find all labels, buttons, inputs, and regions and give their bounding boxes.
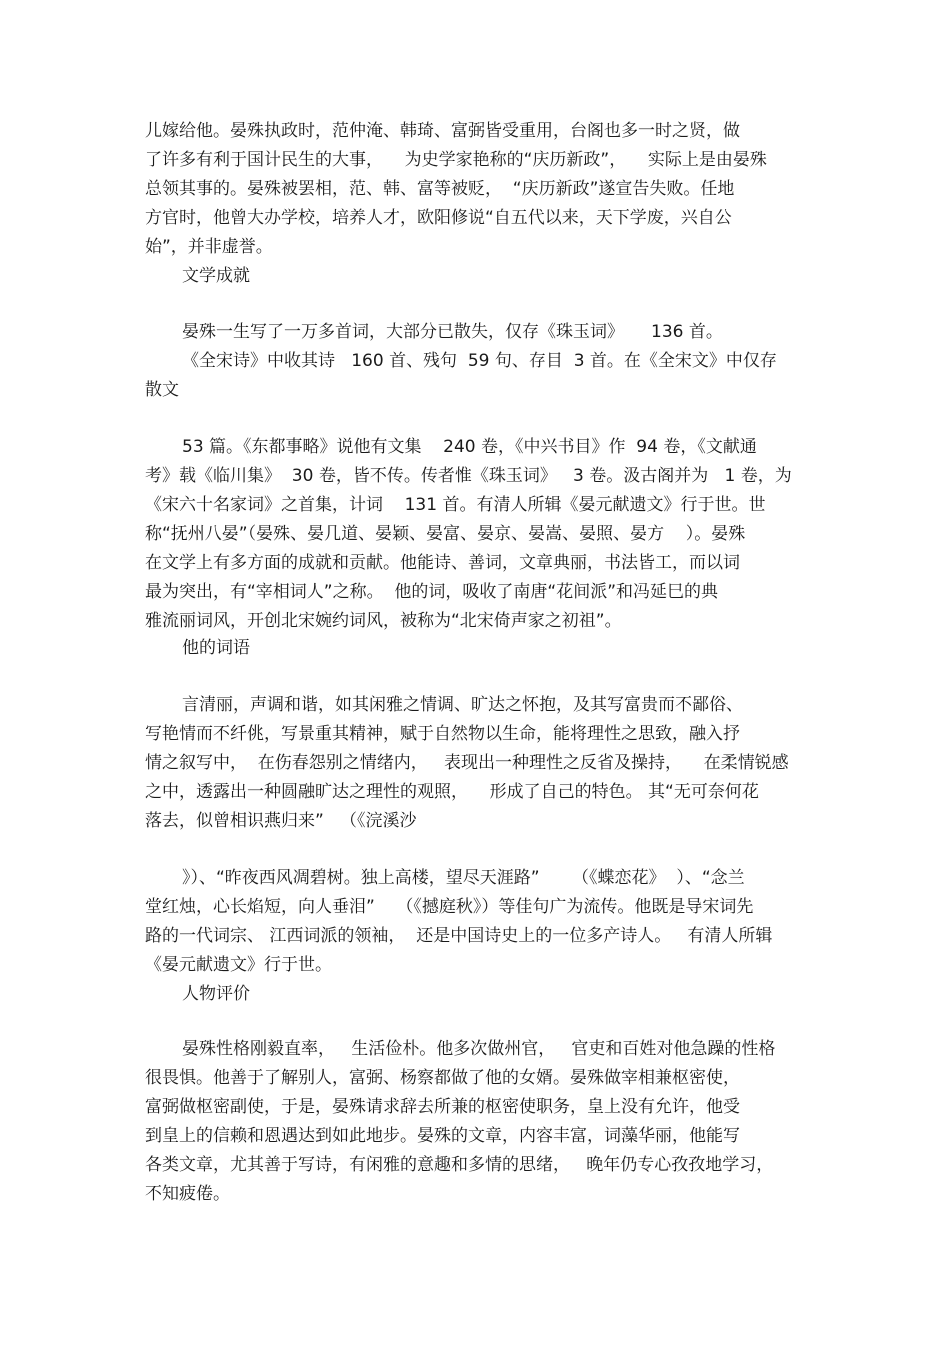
- body-text-line: 方官时，他曾大办学校，培养人才，欧阳修说“自五代以来，天下学废，兴自公: [145, 208, 732, 228]
- body-text-line: 称“抚州八晏”（晏殊、晏几道、晏颖、晏富、晏京、晏嵩、晏照、晏方 ）。晏殊: [145, 524, 746, 544]
- body-text-line: 言清丽，声调和谐，如其闲雅之情调、旷达之怀抱，及其写富贵而不鄙俗、: [182, 695, 743, 715]
- body-text-line: 了许多有利于国计民生的大事， 为史学家艳称的“庆历新政”， 实际上是由晏殊: [145, 150, 767, 170]
- body-text-line: 考》载《临川集》 30 卷，皆不传。传者惟《珠玉词》 3 卷。汲古阁并为 1 卷，为: [145, 466, 792, 486]
- body-text-line: 最为突出，有“宰相词人”之称。 他的词，吸收了南唐“花间派”和冯延巳的典: [145, 582, 719, 602]
- body-text-line: 》）、“昨夜西风凋碧树。独上高楼，望尽天涯路” （《蝶恋花》 ）、“念兰: [182, 868, 745, 888]
- body-text-line: 散文: [145, 380, 179, 400]
- body-text-line: 儿嫁给他。晏殊执政时，范仲淹、韩琦、富弼皆受重用，台阁也多一时之贤，做: [145, 121, 740, 141]
- body-text-line: 晏殊性格刚毅直率， 生活俭朴。他多次做州官， 官吏和百姓对他急躁的性格: [182, 1039, 776, 1059]
- body-text-line: 在文学上有多方面的成就和贡献。他能诗、善词，文章典丽，书法皆工，而以词: [145, 553, 740, 573]
- body-text-line: 不知疲倦。: [145, 1184, 230, 1204]
- body-text-line: 到皇上的信赖和恩遇达到如此地步。晏殊的文章，内容丰富，词藻华丽，他能写: [145, 1126, 740, 1146]
- body-text-line: 《晏元献遗文》行于世。: [145, 955, 332, 975]
- section-heading-ci: 他的词语: [182, 638, 250, 658]
- body-text-line: 富弼做枢密副使，于是，晏殊请求辞去所兼的枢密使职务，皇上没有允许，他受: [145, 1097, 740, 1117]
- body-text-line: 53 篇。《东都事略》说他有文集 240 卷，《中兴书目》作 94 卷，《文献通: [182, 437, 757, 457]
- body-text-line: 《全宋诗》中收其诗 160 首、残句 59 句、存目 3 首。在《全宋文》中仅存: [182, 351, 777, 371]
- body-text-line: 很畏惧。他善于了解别人，富弼、杨察都做了他的女婿。晏殊做宰相兼枢密使，: [145, 1068, 740, 1088]
- section-heading-literary: 文学成就: [182, 266, 250, 286]
- body-text-line: 各类文章，尤其善于写诗，有闲雅的意趣和多情的思绪， 晚年仍专心孜孜地学习，: [145, 1155, 774, 1175]
- body-text-line: 情之叙写中， 在伤春怨别之情绪内， 表现出一种理性之反省及操持， 在柔情锐感: [145, 753, 789, 773]
- body-text-line: 落去，似曾相识燕归来” （《浣溪沙: [145, 811, 417, 831]
- body-text-line: 晏殊一生写了一万多首词，大部分已散失，仅存《珠玉词》 136 首。: [182, 322, 723, 342]
- body-text-line: 《宋六十名家词》之首集，计词 131 首。有清人所辑《晏元献遗文》行于世。世: [145, 495, 766, 515]
- body-text-line: 路的一代词宗、 江西词派的领袖， 还是中国诗史上的一位多产诗人。 有清人所辑: [145, 926, 773, 946]
- body-text-line: 写艳情而不纤佻，写景重其精神，赋于自然物以生命，能将理性之思致，融入抒: [145, 724, 740, 744]
- body-text-line: 雅流丽词风，开创北宋婉约词风，被称为“北宋倚声家之初祖”。: [145, 611, 622, 631]
- body-text-line: 堂红烛，心长焰短，向人垂泪” （《撼庭秋》）等佳句广为流传。他既是导宋词先: [145, 897, 754, 917]
- body-text-line: 总领其事的。晏殊被罢相，范、韩、富等被贬， “庆历新政”遂宣告失败。任地: [145, 179, 735, 199]
- body-text-line: 始”，并非虚誉。: [145, 237, 273, 257]
- section-heading-eval: 人物评价: [182, 984, 250, 1004]
- body-text-line: 之中，透露出一种圆融旷达之理性的观照， 形成了自己的特色。 其“无可奈何花: [145, 782, 759, 802]
